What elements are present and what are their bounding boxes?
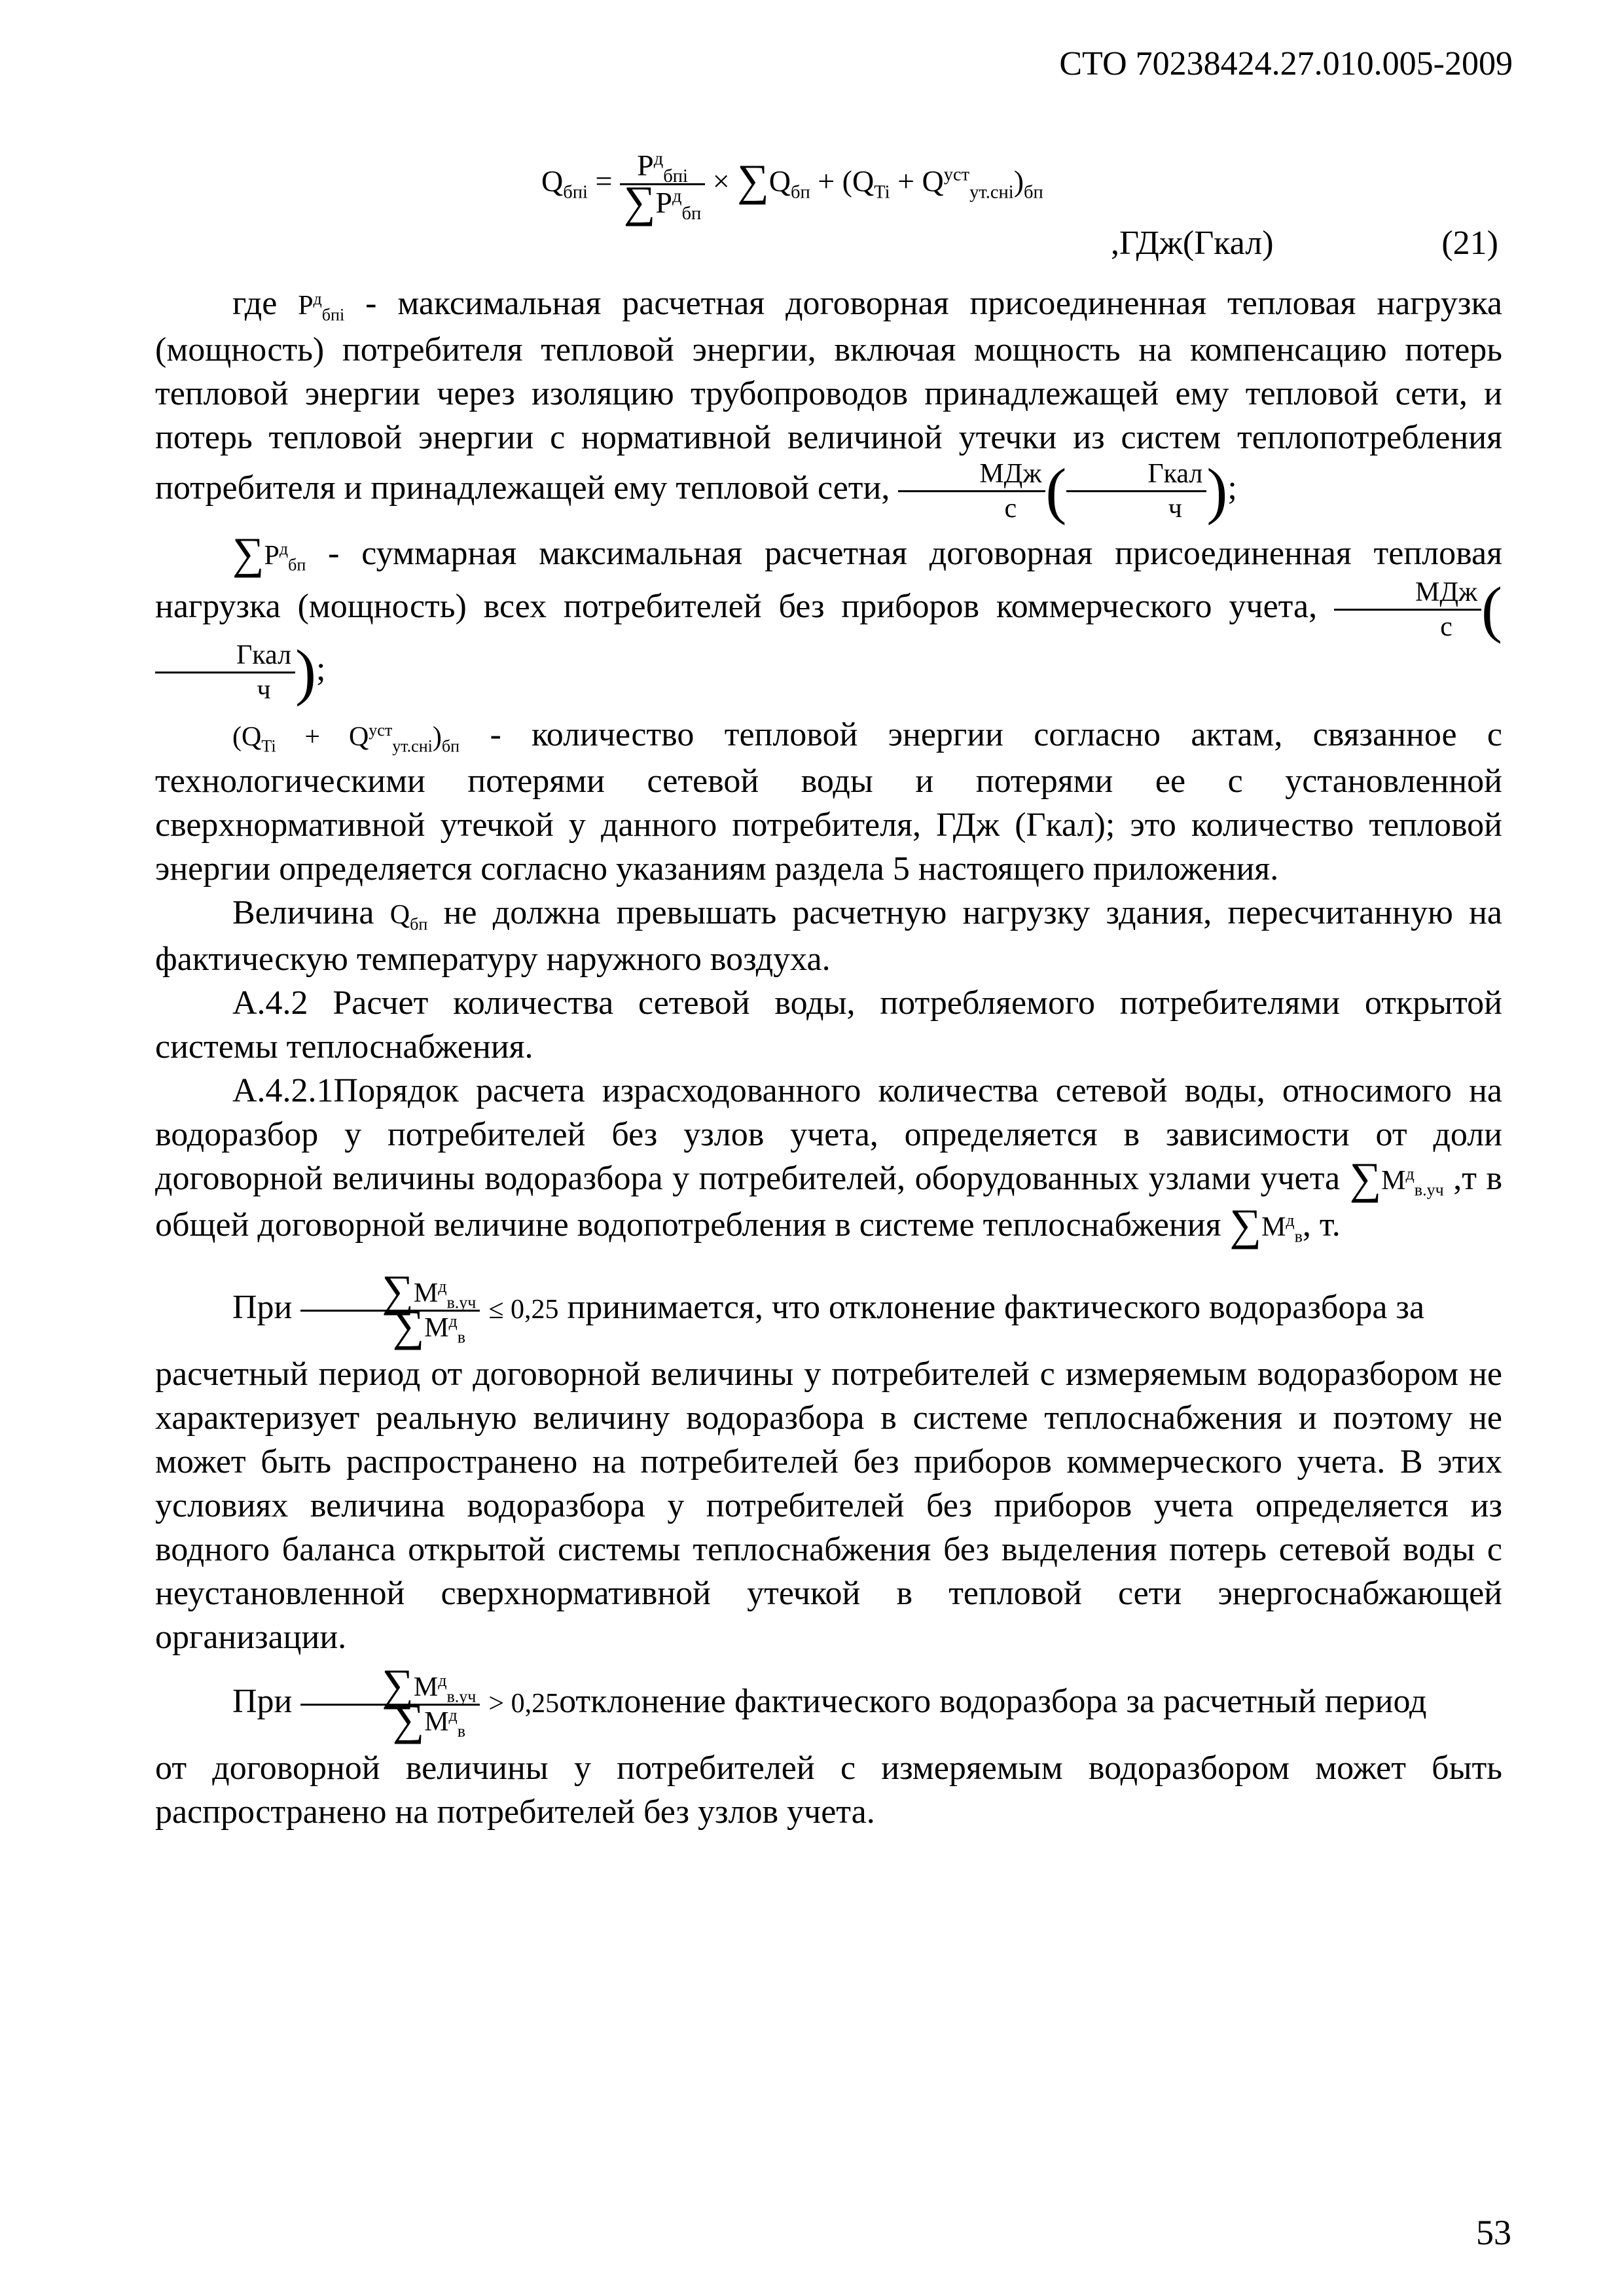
where-word: где (232, 285, 278, 322)
symbol-main: M (1381, 1166, 1406, 1196)
paragraph-condition-le-cont: расчетный период от договорной величины у потребителей с измеряемым водоразбором не характеризует реальную величину водоразбора в системе теплоснабжения и поэтому не может быть распространено на потребителей без приборов коммерческого учета. В этих условиях величина водоразбора у потребителей без приборов учета определяется из водного баланса открытой системы теплоснабжения без выделения потерь сетевой воды с неустановленной сверхнормативной утечкой в тепловой сети энергоснабжающей организации. (155, 1355, 1502, 1656)
formula-q: Q (768, 164, 791, 198)
symbol-sup: д (438, 1670, 447, 1690)
plus-symbol: + (897, 164, 915, 198)
times-symbol: × (712, 164, 730, 198)
sum-symbol: ∑ (382, 1659, 414, 1710)
unit-den: ч (1168, 493, 1182, 524)
unit-den: с (1004, 493, 1017, 524)
text-segment: При (232, 1683, 293, 1720)
symbol-sub: в.уч (446, 1292, 477, 1312)
unit-num: Гкал (155, 641, 295, 673)
unit-fraction-gcal (1066, 460, 1206, 522)
paren-open: ( (1045, 456, 1067, 526)
symbol-close: ) (432, 722, 442, 752)
den-sup: д (672, 186, 682, 207)
page-content (155, 151, 1502, 1834)
relation: > 0,25 (488, 1689, 560, 1719)
paragraph-sum-p (155, 528, 1503, 707)
sum-symbol: ∑ (392, 1300, 425, 1350)
section-a-4-2-1 (155, 1069, 1502, 1249)
paragraph-text: - количество тепловой энергии согласно актам, связанное с технологическими потерями сетевой воды и потерями ее с установленной сверхнормативной утечкой у данного потребителя, ГДж (Гкал); это количество тепловой энергии определяется согласно указаниям раздела 5 настоящего приложения. (155, 716, 1502, 888)
formula-close-sub: бп (1024, 182, 1043, 203)
unit-den: с (1440, 611, 1453, 642)
formula-21-expression (541, 149, 1043, 226)
formula-q-sub: бп (790, 182, 810, 203)
symbol-sub: Ti (261, 736, 276, 756)
unit-num: Гкал (1066, 460, 1206, 492)
sum-symbol: ∑ (392, 1694, 425, 1744)
sum-symbol: ∑ (382, 1265, 414, 1316)
formula-q4-sup: уст (943, 164, 970, 185)
paragraph-losses (155, 713, 1502, 891)
symbol-main: M (413, 1278, 439, 1308)
text-segment: , т. (1302, 1206, 1341, 1244)
paragraph-text: - суммарная максимальная расчетная договорная присоединенная тепловая нагрузка (мощность) всех потребителей без приборов коммерческого учета, (155, 535, 1502, 625)
semicolon: ; (1227, 469, 1237, 507)
symbol-main: P (298, 291, 314, 321)
num-sub: бпi (663, 166, 688, 187)
paragraph-condition-gt-cont: от договорной величины у потребителей с измеряемым водоразбором может быть распространено на потребителей без узлов учета. (155, 1749, 1502, 1831)
text-segment: При (232, 1289, 293, 1326)
symbol-p-bpi (298, 289, 345, 325)
ratio-fraction (300, 1659, 480, 1744)
sum-symbol: ∑ (737, 155, 769, 206)
semicolon: ; (316, 650, 326, 688)
symbol-sup: д (279, 539, 289, 558)
ratio-numerator (300, 1265, 480, 1316)
formula-21 (155, 151, 1502, 281)
unit-num: МДж (1334, 579, 1481, 611)
symbol-main: M (424, 1312, 449, 1343)
den-sub: бп (681, 204, 702, 224)
sum-symbol: ∑ (623, 177, 656, 226)
unit-den: ч (257, 674, 271, 705)
unit-num: МДж (898, 460, 1045, 492)
paragraph-condition-gt (155, 1659, 1502, 1746)
symbol-sup: д (438, 1276, 447, 1296)
formula-close: ) (1013, 164, 1024, 198)
text-segment: не должна превышать расчетную нагрузку здания, пересчитанную на фактическую температуру наружного воздуха. (155, 894, 1503, 978)
relation: ≤ 0,25 (488, 1295, 559, 1325)
formula-lhs-sub: бпi (563, 182, 588, 203)
symbol-sub: бп (288, 555, 306, 575)
text-segment: отклонение фактического водоразбора за расчетный период (559, 1683, 1427, 1720)
symbol-sum-m-v (1229, 1200, 1303, 1249)
symbol-sub: в.уч (446, 1686, 477, 1706)
sum-symbol: ∑ (1349, 1153, 1382, 1203)
symbol-sub: бп (441, 736, 460, 756)
text-segment: А.4.2.1Порядок расчета израсходованного количества сетевой воды, относимого на водоразбор у потребителей без узлов учета, определяется в зависимости от доли договорной величины водоразбора у потребителей, оборудованных узлами учета (155, 1072, 1502, 1197)
paragraph-text: - максимальная расчетная договорная присоединенная тепловая нагрузка (мощность) потребителя тепловой энергии, включая мощность на компенсацию потерь тепловой энергии через изоляцию трубопроводов принадлежащей ему тепловой сети, и потерь тепловой энергии с нормативной величиной утечки из систем теплопотребления потребителя и принадлежащей ему тепловой сети, (155, 285, 1503, 507)
document-code: СТО 70238424.27.010.005-2009 (1059, 45, 1513, 82)
text-segment: ,т в общей договорной величине водопотребления в системе теплоснабжения (155, 1160, 1503, 1244)
text-segment: принимается, что отклонение фактического водоразбора за (558, 1289, 1425, 1326)
ratio-numerator (300, 1659, 480, 1710)
symbol-sup: д (448, 1311, 458, 1331)
formula-fraction (620, 149, 705, 226)
symbol-sub: в (1294, 1227, 1303, 1246)
plus-symbol: + (818, 164, 835, 198)
symbol-main: M (424, 1706, 449, 1737)
unit-fraction-mj (898, 460, 1045, 522)
symbol-sub: в (457, 1721, 466, 1740)
symbol-sup: д (1405, 1164, 1415, 1183)
symbol-sub: в (457, 1327, 466, 1346)
formula-lhs: Q (541, 164, 564, 198)
paragraph-where (155, 281, 1503, 526)
symbol-open: (Q (232, 722, 262, 752)
ratio-fraction (300, 1265, 480, 1350)
unit-fraction-gcal (155, 641, 295, 704)
symbol-main: Q (389, 900, 410, 930)
formula-open: (Q (842, 164, 875, 198)
paren-open: ( (1481, 574, 1503, 644)
sum-symbol: ∑ (1229, 1200, 1261, 1249)
sum-symbol: ∑ (232, 528, 264, 578)
symbol-sub: бп (410, 914, 428, 934)
formula-eq: = (595, 164, 613, 198)
formula-open-sub: Ti (874, 182, 890, 203)
symbol-sum-p-bp (232, 528, 306, 578)
symbol-sup: уст (369, 721, 393, 740)
text-segment: Величина (232, 894, 374, 931)
formula-denominator (620, 177, 705, 226)
symbol-main: M (413, 1672, 439, 1702)
symbol-main: P (264, 541, 280, 571)
num-sup: д (653, 149, 664, 170)
symbol-sub: в.уч (1414, 1180, 1444, 1200)
symbol-sup: д (1286, 1211, 1295, 1230)
symbol-sum-m-vuch (1349, 1153, 1444, 1203)
paren-close: ) (295, 637, 316, 707)
formula-unit: ,ГДж(Гкал) (1111, 224, 1274, 262)
section-a-4-2: А.4.2 Расчет количества сетевой воды, потребляемого потребителями открытой системы теплоснабжения. (155, 984, 1502, 1066)
symbol-sup: д (448, 1705, 458, 1725)
unit-fraction-mj (1334, 579, 1481, 641)
formula-number: (21) (1441, 224, 1498, 262)
paragraph-condition-le (155, 1265, 1502, 1352)
num-symbol: P (637, 149, 654, 182)
page-number: 53 (1476, 2213, 1511, 2252)
paren-close: ) (1206, 456, 1228, 526)
formula-q4: Q (922, 164, 944, 198)
formula-q4-sub: ут.снi (969, 182, 1014, 203)
symbol-sub: бпi (321, 305, 345, 325)
symbol-main: M (1261, 1212, 1286, 1242)
symbol-q-bp (389, 900, 428, 934)
symbol-sub: ут.снi (392, 736, 433, 756)
symbol-q-losses (232, 721, 460, 756)
symbol-plus: + Q (276, 722, 369, 752)
paragraph-magnitude (155, 891, 1502, 981)
symbol-sup: д (313, 289, 322, 308)
den-symbol: P (655, 186, 672, 219)
